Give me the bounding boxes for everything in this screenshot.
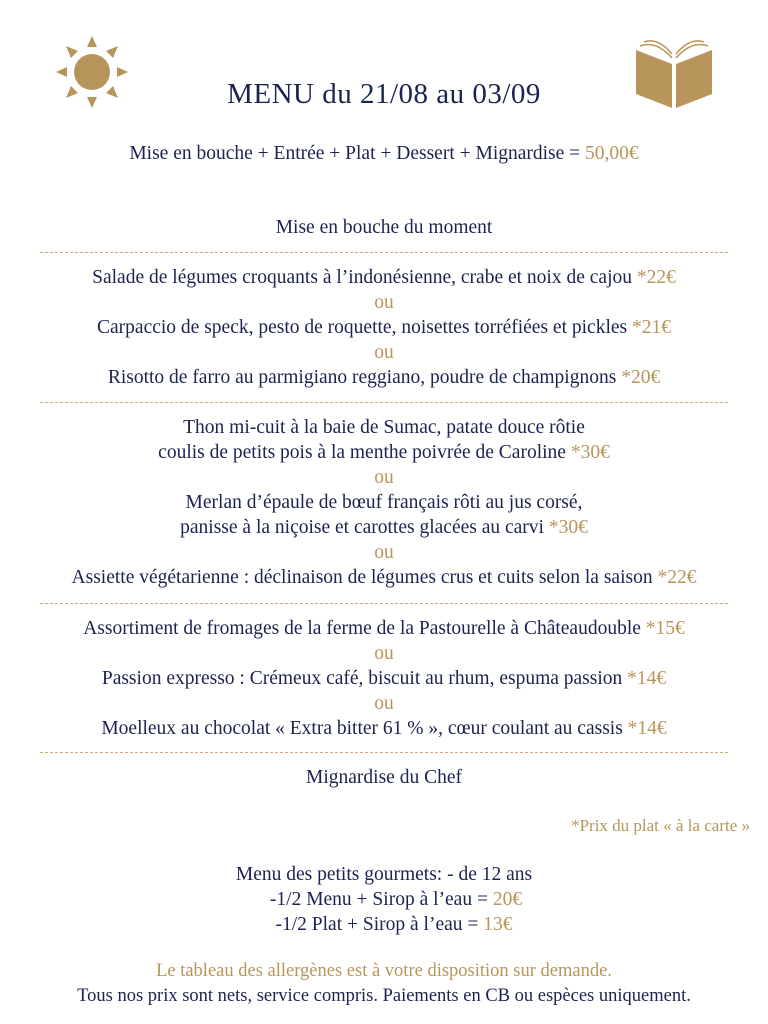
mignardise: Mignardise du Chef [306, 767, 462, 788]
item-price: *30€ [548, 517, 588, 538]
amuse-bouche: Mise en bouche du moment [275, 217, 493, 238]
kids-line-price: 20€ [492, 889, 523, 910]
main-item-line2 [0, 440, 768, 465]
item-price: *14€ [627, 718, 667, 739]
item-price: *14€ [627, 668, 667, 689]
item-price: *21€ [631, 317, 671, 338]
or-separator: ou [374, 292, 394, 313]
page-title: MENU du 21/08 au 03/09 [227, 78, 541, 110]
payment-note: Tous nos prix sont nets, service compris. Paiements en CB ou espèces uniquement. [77, 986, 691, 1006]
item-text: panisse à la niçoise et carottes glacées au carvi [180, 517, 549, 538]
dessert-item [0, 666, 768, 691]
item-text: Salade de légumes croquants à l’indonésienne, crabe et noix de cajou [92, 267, 637, 288]
main-item-line1: Merlan d’épaule de bœuf français rôti au jus corsé, [185, 492, 583, 513]
allergens-note: Le tableau des allergènes est à votre disposition sur demande. [156, 961, 612, 981]
main-item-line1: Thon mi-cuit à la baie de Sumac, patate douce rôtie [183, 417, 585, 438]
item-price: *15€ [645, 618, 685, 639]
main-item-line2 [0, 515, 768, 540]
item-price: *22€ [657, 567, 697, 588]
main-item-line2 [0, 565, 768, 590]
or-separator: ou [374, 467, 394, 488]
item-text: Carpaccio de speck, pesto de roquette, noisettes torréfiées et pickles [97, 317, 632, 338]
formula-text: Mise en bouche + Entrée + Plat + Dessert + Mignardise = [129, 143, 586, 164]
item-text: Assiette végétarienne : déclinaison de légumes crus et cuits selon la saison [71, 567, 658, 588]
carte-price-note: *Prix du plat « à la carte » [571, 816, 750, 835]
starter-item [0, 265, 768, 290]
item-price: *20€ [621, 367, 661, 388]
starter-item [0, 315, 768, 340]
or-separator: ou [374, 342, 394, 363]
item-text: Passion expresso : Crémeux café, biscuit au rhum, espuma passion [101, 668, 628, 689]
or-separator: ou [374, 542, 394, 563]
or-separator: ou [374, 693, 394, 714]
or-separator: ou [374, 643, 394, 664]
formula-line [0, 141, 768, 166]
kids-menu-title: Menu des petits gourmets: - de 12 ans [235, 864, 533, 885]
item-text: coulis de petits pois à la menthe poivrée de Caroline [158, 442, 571, 463]
item-price: *30€ [570, 442, 610, 463]
kids-line-price: 13€ [483, 914, 513, 935]
item-price: *22€ [636, 267, 676, 288]
divider [40, 252, 728, 253]
divider [40, 752, 728, 753]
divider [40, 402, 728, 403]
dessert-item [0, 616, 768, 641]
kids-menu-line [0, 887, 768, 912]
kids-line-text: -1/2 Plat + Sirop à l’eau = [275, 914, 484, 935]
dessert-item [0, 716, 768, 741]
starter-item [0, 365, 768, 390]
formula-price: 50,00€ [585, 143, 639, 164]
kids-menu-line [0, 912, 768, 937]
item-text: Moelleux au chocolat « Extra bitter 61 % », cœur coulant au cassis [101, 718, 628, 739]
item-text: Assortiment de fromages de la ferme de la Pastourelle à Châteaudouble [83, 618, 646, 639]
item-text: Risotto de farro au parmigiano reggiano, poudre de champignons [107, 367, 622, 388]
divider [40, 603, 728, 604]
kids-line-text: -1/2 Menu + Sirop à l’eau = [269, 889, 493, 910]
